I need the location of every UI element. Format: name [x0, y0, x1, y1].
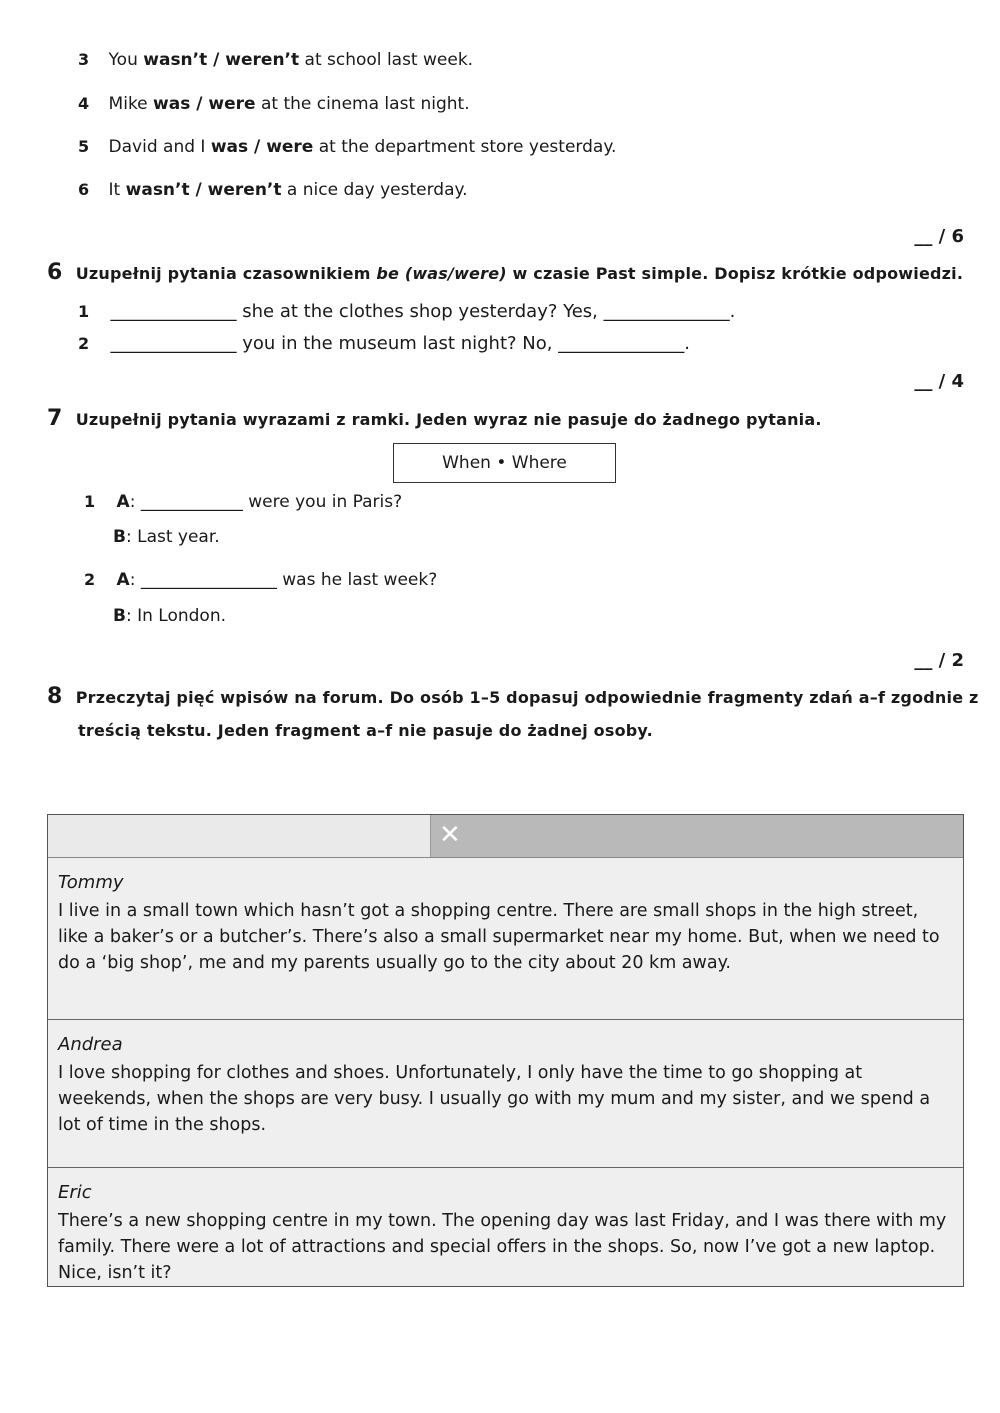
forum-post	[48, 1020, 963, 1168]
item-number: 2	[84, 570, 96, 589]
option-2[interactable]: weren’t	[225, 50, 300, 70]
option-2[interactable]: were	[266, 137, 314, 157]
post-author: Tommy	[58, 872, 124, 893]
answer-blank[interactable]: ______________	[603, 301, 730, 322]
ex5-item	[78, 50, 473, 70]
exercise-instruction: Uzupełnij pytania czasownikiem be (was/were) w czasie Past simple. Dopisz krótkie odpowiedzi.	[75, 264, 964, 283]
ex5-item	[78, 137, 616, 157]
ex7-item: 1 A: ____________ were you in Paris?	[84, 492, 403, 512]
post-body: There’s a new shopping centre in my town. The opening day was last Friday, and I was there with my family. There were a lot of attractions and special offers in the shops. So, now I’ve got a new laptop. Nice, isn’t it?	[58, 1211, 947, 1283]
ex6-item: 2 ______________ you in the museum last night? No, ______________.	[78, 333, 690, 354]
ex6-item: 1 ______________ she at the clothes shop yesterday? Yes, ______________.	[78, 301, 736, 322]
item-text: You wasn’t / weren’t at school last week.	[108, 50, 474, 70]
speaker-b: B	[113, 606, 126, 626]
answer-blank[interactable]: ________________	[140, 570, 277, 590]
ex5-item	[78, 94, 470, 114]
ex7-answer: B: Last year.	[113, 527, 220, 547]
ex7-score: __ / 2	[914, 650, 964, 671]
exercise-instruction-cont: treścią tekstu. Jeden fragment a–f nie pasuje do żadnej osoby.	[78, 721, 653, 740]
ex7-answer: B: In London.	[113, 606, 227, 626]
ex6-score: __ / 4	[914, 371, 964, 392]
answer-blank[interactable]: ______________	[558, 333, 685, 354]
item-text: David and I was / were at the department store yesterday.	[108, 137, 617, 157]
ex8-header	[47, 684, 979, 709]
exercise-number: 7	[47, 406, 63, 431]
forum-panel-header	[48, 815, 963, 858]
option-1[interactable]: was	[153, 94, 191, 114]
ex6-header	[47, 260, 963, 285]
ex5-score: __ / 6	[914, 226, 964, 247]
exercise-number: 6	[47, 260, 63, 285]
item-number: 5	[78, 137, 90, 156]
post-author: Eric	[58, 1182, 92, 1203]
item-text: Mike was / were at the cinema last night.	[108, 94, 470, 114]
word-box: When • Where	[393, 443, 616, 483]
speaker-b: B	[113, 527, 126, 547]
forum-panel	[47, 814, 964, 1287]
post-body: I live in a small town which hasn’t got a shopping centre. There are small shops in the high street, like a baker’s or a butcher’s. There’s also a small supermarket near my home. But, when we need to do a ‘big shop’, me and my parents usually go to the city about 20 km away.	[58, 901, 940, 973]
speaker-a: A	[116, 492, 130, 512]
post-author: Andrea	[58, 1034, 123, 1055]
ex7-item: 2 A: ________________ was he last week?	[84, 570, 438, 590]
item-number: 1	[78, 302, 90, 321]
option-1[interactable]: wasn’t	[143, 50, 208, 70]
speaker-a: A	[116, 570, 130, 590]
item-number: 6	[78, 180, 90, 199]
option-2[interactable]: were	[208, 94, 256, 114]
ex7-header	[47, 406, 822, 431]
option-1[interactable]: wasn’t	[125, 180, 190, 200]
forum-header-left	[48, 815, 431, 857]
item-text: It wasn’t / weren’t a nice day yesterday.	[108, 180, 468, 200]
forum-post	[48, 1168, 963, 1286]
item-number: 2	[78, 334, 90, 353]
post-body: I love shopping for clothes and shoes. Unfortunately, I only have the time to go shopping at weekends, when the shops are very busy. I usually go with my mum and my sister, and we spend a lot of time in the shops.	[58, 1063, 931, 1135]
answer-blank[interactable]: ______________	[110, 301, 237, 322]
exercise-instruction: Uzupełnij pytania wyrazami z ramki. Jeden wyraz nie pasuje do żadnego pytania.	[75, 410, 822, 429]
option-2[interactable]: weren’t	[207, 180, 282, 200]
exercise-number: 8	[47, 684, 63, 709]
answer-blank[interactable]: ____________	[140, 492, 243, 512]
exercise-instruction: Przeczytaj pięć wpisów na forum. Do osób 1–5 dopasuj odpowiednie fragmenty zdań a–f zgodnie z	[75, 688, 979, 707]
forum-post	[48, 858, 963, 1020]
close-icon[interactable]: ✕	[431, 815, 963, 857]
answer-blank[interactable]: ______________	[110, 333, 237, 354]
ex5-item	[78, 180, 468, 200]
item-number: 3	[78, 50, 90, 69]
item-number: 1	[84, 492, 96, 511]
option-1[interactable]: was	[210, 137, 249, 157]
item-number: 4	[78, 94, 90, 113]
